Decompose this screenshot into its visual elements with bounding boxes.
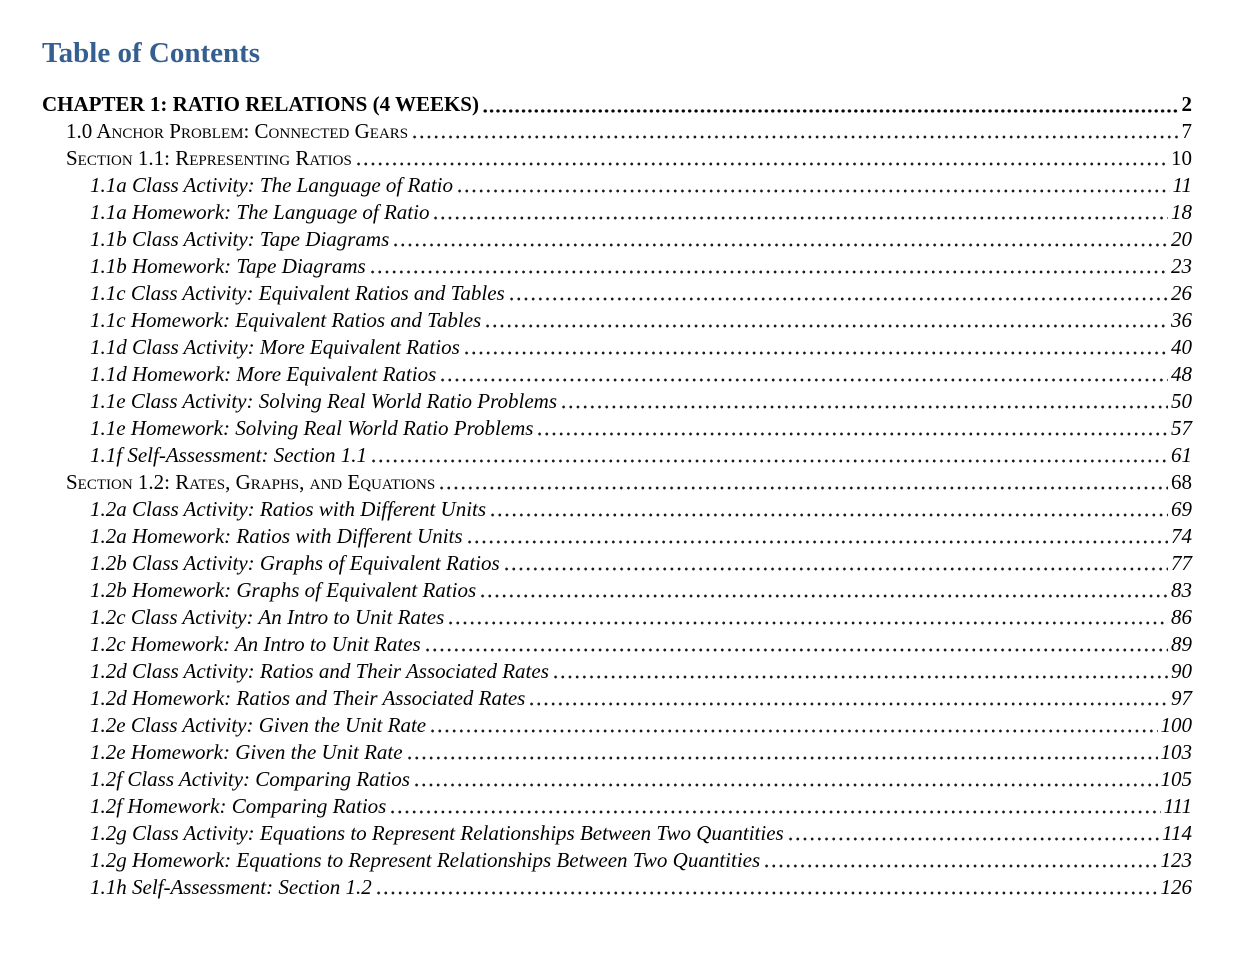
- toc-entry-label: 1.1a Homework: The Language of Ratio: [90, 199, 430, 224]
- toc-entry-page: 111: [1163, 793, 1192, 818]
- toc-entry-label: 1.2d Homework: Ratios and Their Associated Rates: [90, 685, 526, 710]
- toc-entry-label: 1.2d Class Activity: Ratios and Their Associated Rates: [90, 658, 549, 683]
- dot-leader: [406, 756, 1158, 760]
- toc-entry-label: 1.1d Class Activity: More Equivalent Ratios: [90, 334, 460, 359]
- dot-leader: [479, 594, 1168, 598]
- dot-leader: [508, 297, 1168, 301]
- toc-entry[interactable]: [42, 820, 1192, 847]
- dot-leader: [370, 459, 1168, 463]
- dot-leader: [439, 378, 1168, 382]
- toc-entry-page: 103: [1160, 739, 1192, 764]
- toc-entry-label: 1.1f Self-Assessment: Section 1.1: [90, 442, 368, 467]
- toc-entry-label: 1.2e Class Activity: Given the Unit Rate: [90, 712, 427, 737]
- toc-entry-page: 50: [1171, 388, 1192, 413]
- dot-leader: [411, 135, 1178, 139]
- dot-leader: [552, 675, 1168, 679]
- toc-entry[interactable]: [42, 604, 1192, 631]
- toc-entry-page: 10: [1171, 145, 1192, 170]
- toc-entry[interactable]: [42, 523, 1192, 550]
- toc-entry-page: 83: [1171, 577, 1192, 602]
- dot-leader: [536, 432, 1168, 436]
- toc-entry[interactable]: [42, 739, 1192, 766]
- toc-entry-label: 1.2g Class Activity: Equations to Represent Relationships Between Two Quantities: [90, 820, 784, 845]
- toc-entry-page: 105: [1160, 766, 1192, 791]
- toc-entry[interactable]: [42, 145, 1192, 172]
- toc-entry[interactable]: [42, 766, 1192, 793]
- toc-entry[interactable]: [42, 361, 1192, 388]
- toc-entry[interactable]: [42, 118, 1192, 145]
- toc-entry-label: 1.2e Homework: Given the Unit Rate: [90, 739, 403, 764]
- dot-leader: [369, 270, 1168, 274]
- toc-entry-page: 57: [1171, 415, 1192, 440]
- dot-leader: [484, 324, 1168, 328]
- dot-leader: [389, 810, 1160, 814]
- dot-leader: [429, 729, 1157, 733]
- toc-entry-page: 36: [1171, 307, 1192, 332]
- toc-entry[interactable]: [42, 415, 1192, 442]
- toc-entry-page: 74: [1171, 523, 1192, 548]
- toc-entry-page: 2: [1181, 91, 1192, 116]
- table-of-contents: [42, 91, 1192, 901]
- toc-entry[interactable]: [42, 658, 1192, 685]
- toc-entry-label: 1.2a Homework: Ratios with Different Units: [90, 523, 463, 548]
- toc-entry-page: 90: [1171, 658, 1192, 683]
- toc-entry-page: 68: [1171, 469, 1192, 494]
- toc-entry-label: 1.1e Homework: Solving Real World Ratio Problems: [90, 415, 534, 440]
- toc-entry-label: 1.2b Homework: Graphs of Equivalent Ratios: [90, 577, 477, 602]
- toc-entry-label: 1.1a Class Activity: The Language of Ratio: [90, 172, 454, 197]
- toc-entry-page: 69: [1171, 496, 1192, 521]
- toc-entry-page: 26: [1171, 280, 1192, 305]
- dot-leader: [489, 513, 1168, 517]
- toc-entry-label: 1.1h Self-Assessment: Section 1.2: [90, 874, 372, 899]
- dot-leader: [528, 702, 1168, 706]
- toc-entry-page: 18: [1171, 199, 1192, 224]
- toc-entry[interactable]: [42, 631, 1192, 658]
- toc-entry[interactable]: [42, 550, 1192, 577]
- toc-entry-page: 86: [1171, 604, 1192, 629]
- toc-entry-page: 61: [1171, 442, 1192, 467]
- toc-entry-page: 7: [1181, 118, 1192, 143]
- toc-entry-page: 100: [1160, 712, 1192, 737]
- toc-entry[interactable]: [42, 712, 1192, 739]
- toc-entry[interactable]: [42, 847, 1192, 874]
- toc-entry-page: 23: [1171, 253, 1192, 278]
- toc-entry[interactable]: [42, 226, 1192, 253]
- dot-leader: [438, 486, 1168, 490]
- toc-entry-label: 1.1c Class Activity: Equivalent Ratios and Tables: [90, 280, 505, 305]
- toc-entry-page: 89: [1171, 631, 1192, 656]
- toc-entry-label: 1.1c Homework: Equivalent Ratios and Tables: [90, 307, 482, 332]
- toc-entry-page: 77: [1171, 550, 1192, 575]
- toc-entry[interactable]: [42, 280, 1192, 307]
- toc-entry-label: 1.2b Class Activity: Graphs of Equivalent Ratios: [90, 550, 500, 575]
- toc-entry-label: Section 1.2: Rates, Graphs, and Equations: [66, 469, 436, 494]
- toc-entry-label: 1.2c Homework: An Intro to Unit Rates: [90, 631, 421, 656]
- dot-leader: [355, 162, 1168, 166]
- dot-leader: [413, 783, 1158, 787]
- toc-entry-label: 1.1b Class Activity: Tape Diagrams: [90, 226, 390, 251]
- toc-entry[interactable]: [42, 91, 1192, 118]
- toc-entry-page: 11: [1172, 172, 1192, 197]
- dot-leader: [787, 837, 1159, 841]
- toc-entry-label: 1.1e Class Activity: Solving Real World Ratio Problems: [90, 388, 558, 413]
- dot-leader: [447, 621, 1168, 625]
- dot-leader: [375, 891, 1158, 895]
- dot-leader: [424, 648, 1168, 652]
- dot-leader: [456, 189, 1170, 193]
- toc-entry-label: 1.2a Class Activity: Ratios with Different Units: [90, 496, 487, 521]
- dot-leader: [560, 405, 1168, 409]
- toc-entry[interactable]: [42, 469, 1192, 496]
- toc-entry-page: 40: [1171, 334, 1192, 359]
- toc-entry-page: 97: [1171, 685, 1192, 710]
- toc-entry[interactable]: [42, 793, 1192, 820]
- dot-leader: [503, 567, 1168, 571]
- toc-entry-label: 1.0 Anchor Problem: Connected Gears: [66, 118, 409, 143]
- toc-entry-label: 1.1b Homework: Tape Diagrams: [90, 253, 366, 278]
- toc-entry[interactable]: [42, 685, 1192, 712]
- toc-entry-label: 1.2f Class Activity: Comparing Ratios: [90, 766, 410, 791]
- toc-entry[interactable]: [42, 577, 1192, 604]
- toc-entry-label: 1.2f Homework: Comparing Ratios: [90, 793, 387, 818]
- toc-entry-page: 126: [1160, 874, 1192, 899]
- toc-entry[interactable]: [42, 172, 1192, 199]
- toc-entry[interactable]: [42, 388, 1192, 415]
- toc-entry-page: 114: [1162, 820, 1192, 845]
- toc-entry-label: CHAPTER 1: RATIO RELATIONS (4 WEEKS): [42, 91, 479, 116]
- toc-entry[interactable]: [42, 199, 1192, 226]
- toc-entry[interactable]: [42, 442, 1192, 469]
- toc-entry[interactable]: [42, 253, 1192, 280]
- toc-entry-label: 1.1d Homework: More Equivalent Ratios: [90, 361, 437, 386]
- toc-entry-label: Section 1.1: Representing Ratios: [66, 145, 352, 170]
- toc-entry-page: 123: [1160, 847, 1192, 872]
- page-title: Table of Contents: [42, 37, 261, 69]
- toc-entry[interactable]: [42, 334, 1192, 361]
- toc-entry-page: 48: [1171, 361, 1192, 386]
- toc-entry[interactable]: [42, 307, 1192, 334]
- dot-leader: [463, 351, 1168, 355]
- dot-leader: [763, 864, 1157, 868]
- dot-leader: [432, 216, 1168, 220]
- dot-leader: [466, 540, 1168, 544]
- toc-entry-page: 20: [1171, 226, 1192, 251]
- toc-entry-label: 1.2g Homework: Equations to Represent Relationships Between Two Quantities: [90, 847, 761, 872]
- toc-entry[interactable]: [42, 874, 1192, 901]
- toc-entry-label: 1.2c Class Activity: An Intro to Unit Rates: [90, 604, 445, 629]
- dot-leader: [482, 109, 1179, 113]
- toc-entry[interactable]: [42, 496, 1192, 523]
- dot-leader: [392, 243, 1168, 247]
